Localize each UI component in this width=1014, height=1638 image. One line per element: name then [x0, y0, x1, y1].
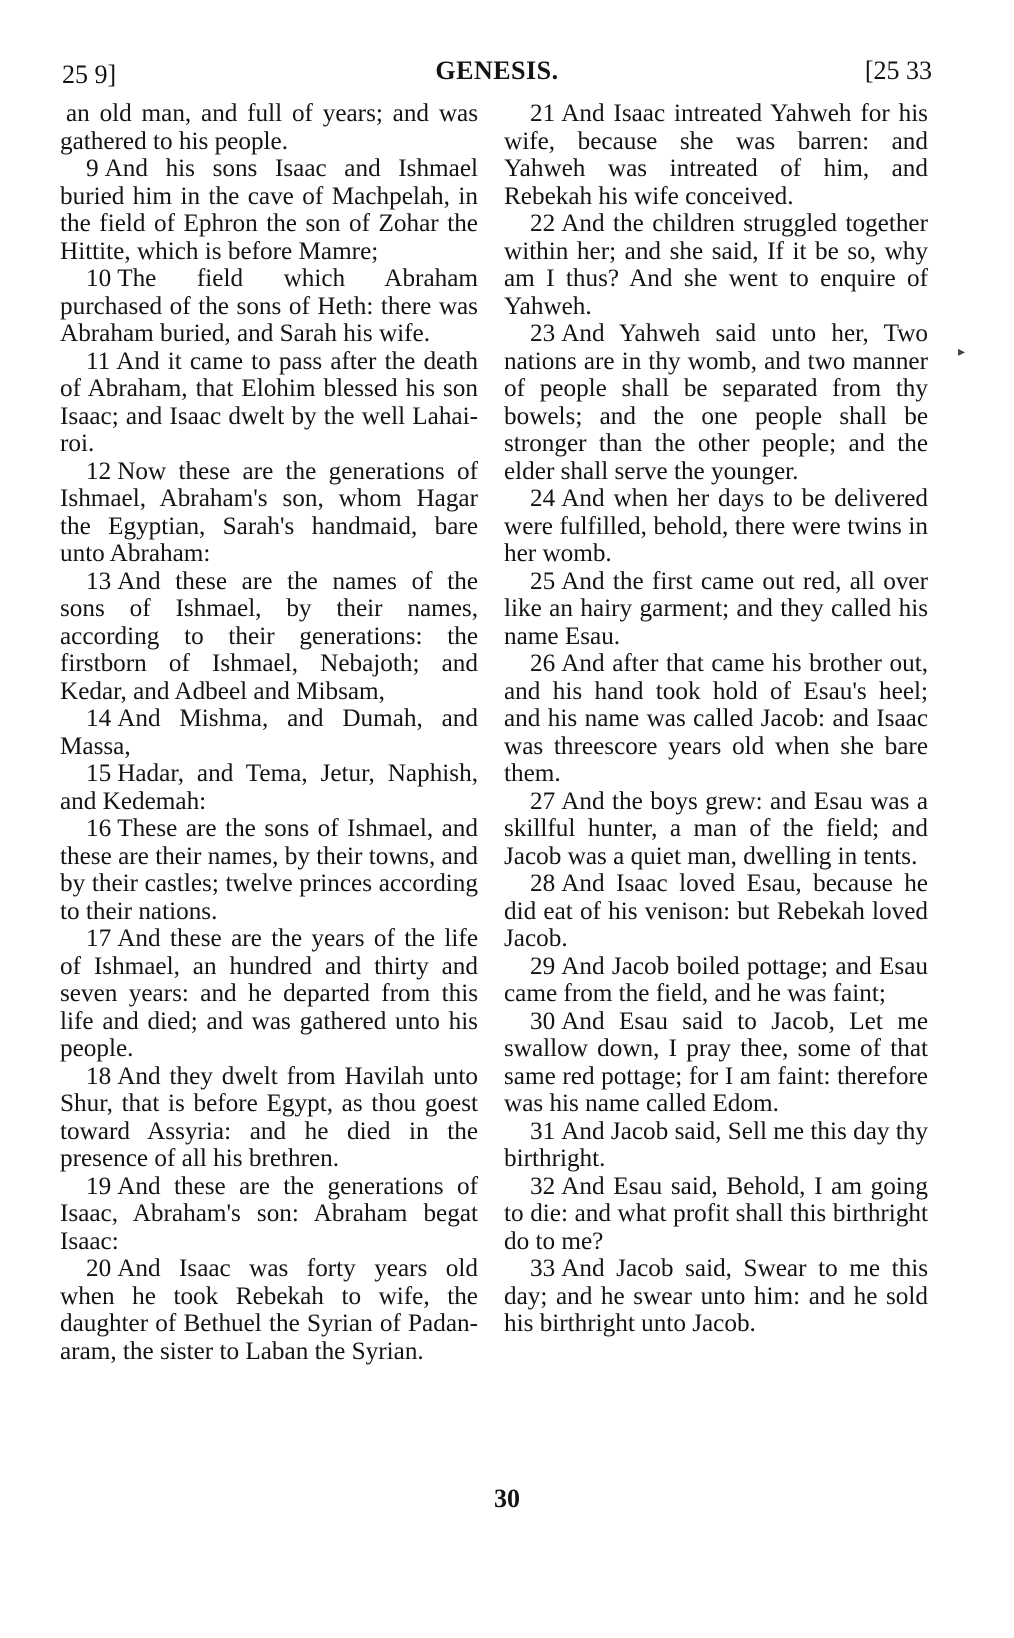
verse — [60, 1173, 478, 1256]
verse-text: And Jacob said, Swear to me this day; and he swear unto him: and he sold his birthright unto Jacob. — [504, 1255, 928, 1337]
verse-text: And his sons Isaac and Ishmael buried him in the cave of Machpelah, in the field of Ephron the son of Zohar the Hittite, which is before Mamre; — [60, 155, 478, 265]
verse-text: And Esau said to Jacob, Let me swallow down, I pray thee, some of that same red pottage; for I am faint: therefore was his name called Edom. — [504, 1007, 928, 1117]
verse-text: And Yahweh said unto her, Two nations are in thy womb, and two manner of people shall be separated from thy bowels; and the one people shall be stronger than the other people; and the elder shall serve the younger. — [504, 320, 928, 485]
verse — [504, 320, 928, 485]
verse-number: 21 — [530, 100, 556, 127]
header-right-reference: [25 33 — [864, 56, 932, 85]
verse — [504, 870, 928, 953]
verse-text: And the children struggled together within her; and she said, If it be so, why am I thus? And she went to enquire of Yahweh. — [504, 210, 928, 320]
verse-number: 26 — [530, 650, 556, 677]
verse-number: 25 — [530, 567, 556, 595]
verse-number: 20 — [86, 1255, 112, 1282]
verse-text: And these are the years of the life of Ishmael, an hundred and thirty and seven years: and he departed from this life and died; and was gathered unto his people. — [60, 925, 478, 1062]
verse — [60, 568, 478, 706]
verse-text: And Isaac intreated Yahweh for his wife, because she was barren: and Yahweh was intreated of him, and Rebekah his wife conceived. — [504, 100, 928, 210]
verse-number: 15 — [86, 760, 112, 787]
left-column — [60, 100, 478, 1365]
verse — [504, 485, 928, 568]
verse-number: 18 — [86, 1062, 112, 1090]
verse — [60, 925, 478, 1063]
verse-text: And after that came his brother out, and his hand took hold of Esau's heel; and his name was called Jacob: and Isaac was threescore years old when she bare them. — [504, 650, 928, 787]
page-number: 30 — [494, 1484, 520, 1513]
verse — [60, 348, 478, 458]
verse-text: And Isaac was forty years old when he took Rebekah to wife, the daughter of Bethuel the Syrian of Padan-aram, the sister to Laban the Syrian. — [60, 1255, 478, 1365]
verse-text: And when her days to be delivered were fulfilled, behold, there were twins in her womb. — [504, 485, 928, 567]
verse — [60, 155, 478, 265]
verse — [504, 1008, 928, 1118]
verse-number: 19 — [86, 1172, 112, 1200]
verse-number: 13 — [86, 567, 112, 595]
verse-number: 11 — [86, 347, 111, 375]
verse — [60, 705, 478, 760]
verse — [504, 650, 928, 788]
verse — [60, 815, 478, 925]
verse — [504, 568, 928, 651]
verse-text: And these are the generations of Isaac, Abraham's son: Abraham begat Isaac: — [60, 1172, 478, 1255]
verse-text: And it came to pass after the death of Abraham, that Elohim blessed his son Isaac; and Isaac dwelt by the well Lahai-roi. — [60, 347, 478, 457]
verse — [504, 100, 928, 210]
verse-number: 27 — [530, 787, 556, 815]
verse-text: And Esau said, Behold, I am going to die: and what profit shall this birthright do to me? — [504, 1172, 928, 1255]
verse-text: Hadar, and Tema, Jetur, Naphish, and Kedemah: — [60, 760, 478, 815]
verse — [504, 210, 928, 320]
book-title: GENESIS. — [435, 56, 559, 85]
verse-number: 30 — [530, 1007, 556, 1035]
verse-number: 16 — [86, 815, 112, 842]
verse-number: 24 — [530, 485, 556, 512]
verse — [60, 1063, 478, 1173]
verse-number: 9 — [86, 155, 99, 182]
verse — [60, 760, 478, 815]
verse — [504, 953, 928, 1008]
verse-text: Now these are the generations of Ishmael, Abraham's son, whom Hagar the Egyptian, Sarah's handmaid, bare unto Abraham: — [60, 457, 478, 567]
verse-text: And they dwelt from Havilah unto Shur, that is before Egypt, as thou goest toward Assyria: and he died in the presence of all his brethren. — [60, 1062, 478, 1172]
verse — [60, 100, 478, 155]
verse-number: 12 — [86, 457, 112, 485]
verse — [60, 1255, 478, 1365]
verse-number: 10 — [86, 265, 112, 292]
verse-text: And Mishma, and Dumah, and Massa, — [60, 705, 478, 760]
verse-text: And these are the names of the sons of Ishmael, by their names, according to their generations: the firstborn of Ishmael, Nebajoth; and Kedar, and Adbeel and Mibsam, — [60, 567, 478, 705]
verse-number: 22 — [530, 210, 556, 237]
verse-text: And the boys grew: and Esau was a skillful hunter, a man of the field; and Jacob was a quiet man, dwelling in tents. — [504, 787, 928, 870]
verse-text: an old man, and full of years; and was gathered to his people. — [60, 100, 478, 155]
verse — [60, 458, 478, 568]
verse-number: 23 — [530, 320, 556, 347]
running-header — [62, 56, 932, 96]
verse — [504, 788, 928, 871]
verse-text: The field which Abraham purchased of the sons of Heth: there was Abraham buried, and Sarah his wife. — [60, 265, 478, 347]
verse-number: 31 — [530, 1117, 556, 1145]
verse-text: These are the sons of Ishmael, and these are their names, by their towns, and by their castles; twelve princes according to their nations. — [60, 815, 478, 925]
verse-text: And Isaac loved Esau, because he did eat of his venison: but Rebekah loved Jacob. — [504, 870, 928, 952]
margin-arrow-mark: ▸ — [958, 345, 966, 360]
verse-number: 33 — [530, 1255, 556, 1282]
verse-text: And the first came out red, all over like an hairy garment; and they called his name Esau. — [504, 567, 928, 650]
verse — [504, 1118, 928, 1173]
verse-number: 28 — [530, 870, 556, 897]
verse — [504, 1255, 928, 1338]
verse — [60, 265, 478, 348]
verse-text: And Jacob said, Sell me this day thy birthright. — [504, 1117, 928, 1172]
verse-number: 17 — [86, 925, 112, 952]
verse — [504, 1173, 928, 1256]
verse-text: And Jacob boiled pottage; and Esau came from the field, and he was faint; — [504, 952, 928, 1007]
verse-number: 14 — [86, 705, 112, 732]
right-column — [504, 100, 928, 1338]
verse-number: 29 — [530, 952, 556, 980]
header-left-reference: 25 9] — [62, 60, 117, 89]
verse-number: 32 — [530, 1172, 556, 1200]
